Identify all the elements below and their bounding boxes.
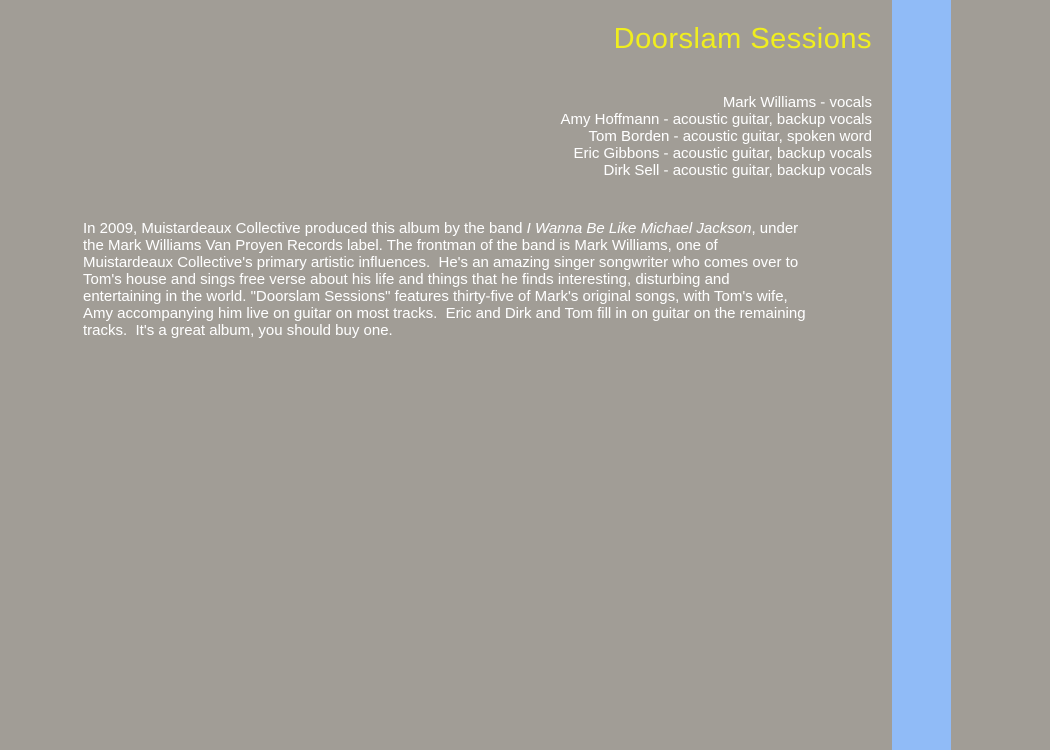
credit-line-amy-hoffmann: Amy Hoffmann - acoustic guitar, backup vocals — [560, 111, 872, 128]
page-title: Doorslam Sessions — [613, 23, 872, 55]
credit-line-eric-gibbons: Eric Gibbons - acoustic guitar, backup vocals — [573, 145, 872, 162]
credit-line-tom-borden: Tom Borden - acoustic guitar, spoken word — [588, 128, 872, 145]
credits-list — [560, 94, 872, 179]
blue-stripe — [892, 0, 951, 750]
credit-line-vocals: Mark Williams - vocals — [722, 94, 872, 111]
credit-line-dirk-sell: Dirk Sell - acoustic guitar, backup vocals — [603, 162, 872, 179]
album-description: In 2009, Muistardeaux Collective produced this album by the band I Wanna Be Like Michael Jackson, under the Mark Williams Van Proyen Records label. The frontman of the band is Mark Williams, one of Muistardeaux Collective's primary artistic influences. He's an amazing singer songwriter who comes over to Tom's house and sings free verse about his life and things that he finds interesting, disturbing and entertaining in the world. "Doorslam Sessions" features thirty-five of Mark's original songs, with Tom's wife, Amy accompanying him live on guitar on most tracks. Eric and Dirk and Tom fill in on guitar on the remaining tracks. It's a great album, you should buy one. — [83, 220, 810, 339]
